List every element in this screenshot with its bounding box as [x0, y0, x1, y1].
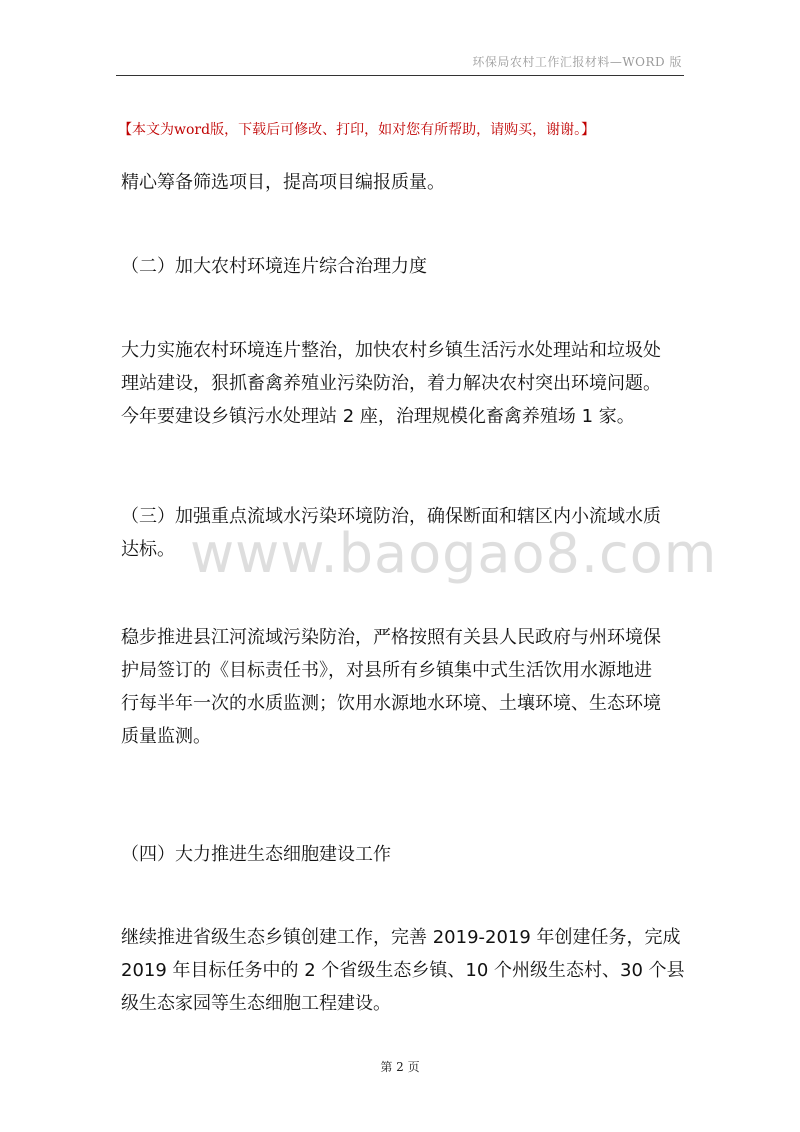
paragraph-project-prep: 精心筹备筛选项目，提高项目编报质量。 [121, 172, 445, 193]
paragraph-ecological-cells: 继续推进省级生态乡镇创建工作，完善 2019-2019 年创建任务，完成 2019 年目标任务中的 2 个省级生态乡镇、10 个州级生态村、30 个县 级生态家园等生态细胞工程建设。 [121, 927, 685, 1014]
purchase-notice: 【本文为word版，下载后可修改、打印，如对您有所帮助，请购买，谢谢。】 [118, 122, 596, 138]
running-header: 环保局农村工作汇报材料—WORD 版 [472, 55, 682, 69]
paragraph-rural-remediation: 大力实施农村环境连片整治，加快农村乡镇生活污水处理站和垃圾处 理站建设，狠抓畜禽养殖业污染防治，着力解决农村突出环境问题。 今年要建设乡镇污水处理站 2 座，治理规模化畜禽养殖场 1 家。 [121, 340, 661, 427]
page-number: 第 2 页 [380, 1060, 420, 1074]
heading-section-three: （三）加强重点流域水污染环境防治，确保断面和辖区内小流域水质 达标。 [121, 506, 661, 560]
heading-section-four: （四）大力推进生态细胞建设工作 [121, 844, 391, 865]
site-watermark: www.baogao8.com [190, 522, 718, 585]
header-divider [116, 75, 684, 76]
paragraph-river-protection: 稳步推进县江河流域污染防治，严格按照有关县人民政府与州环境保 护局签订的《目标责任书》，对县所有乡镇集中式生活饮用水源地进 行每半年一次的水质监测；饮用水源地水环境、土壤环境、生态环境 质量监测。 [121, 627, 661, 747]
heading-section-two: （二）加大农村环境连片综合治理力度 [121, 256, 427, 277]
